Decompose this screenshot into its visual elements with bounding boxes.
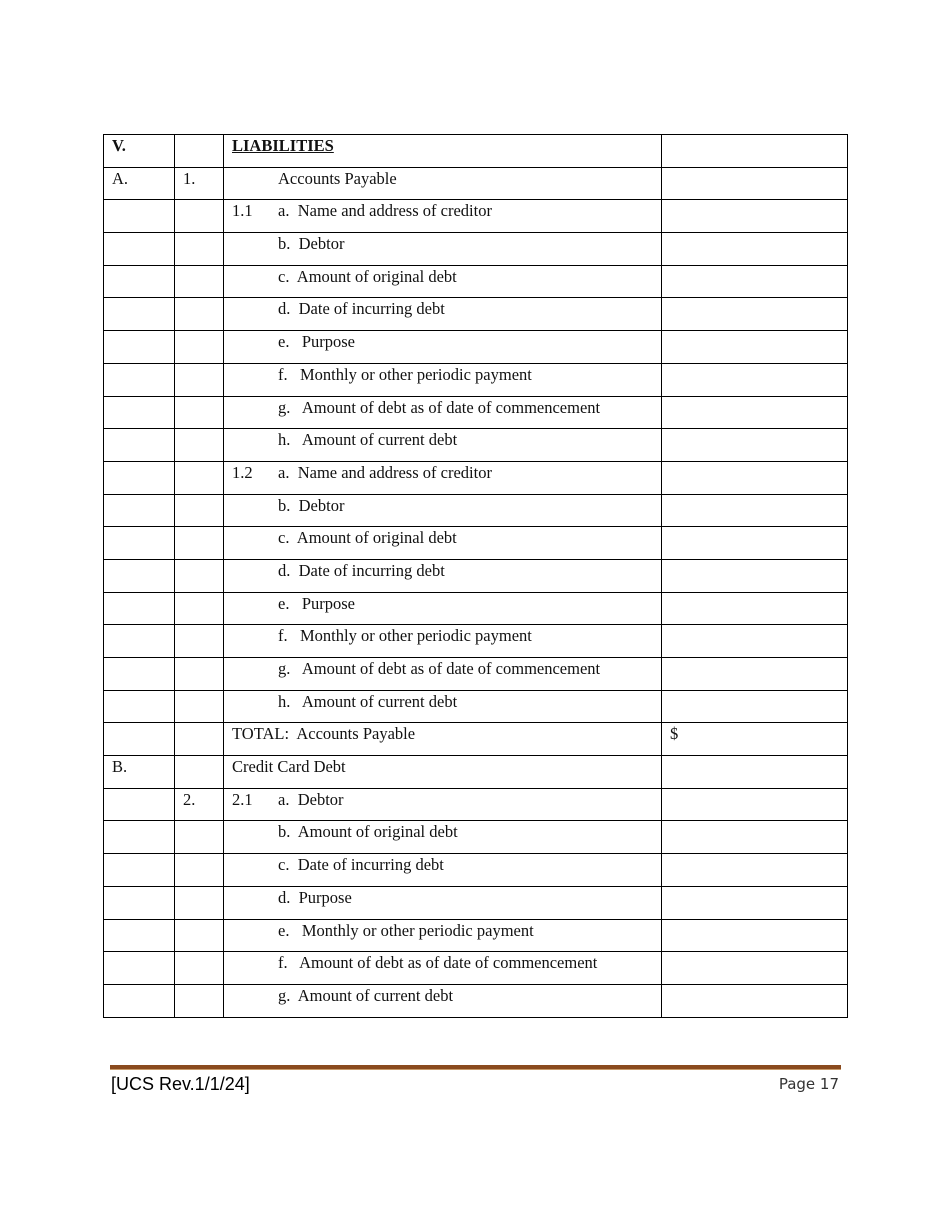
row-description-cell xyxy=(224,559,662,592)
row-description: a. Debtor xyxy=(278,789,344,809)
row-description: Credit Card Debt xyxy=(232,757,346,777)
row-item-number xyxy=(175,494,224,527)
row-description: a. Name and address of creditor xyxy=(278,462,492,482)
row-section-letter xyxy=(104,331,175,364)
table-row xyxy=(104,984,848,1017)
table-row xyxy=(104,494,848,527)
row-section-letter xyxy=(104,265,175,298)
row-description-cell xyxy=(224,821,662,854)
row-description: f. Monthly or other periodic payment xyxy=(278,364,532,384)
row-description: b. Amount of original debt xyxy=(278,822,458,842)
table-body xyxy=(104,135,848,1018)
row-section-letter xyxy=(104,200,175,233)
row-description-cell xyxy=(224,952,662,985)
row-item-number xyxy=(175,331,224,364)
row-value-cell[interactable] xyxy=(662,592,848,625)
row-value-cell[interactable] xyxy=(662,265,848,298)
table-row xyxy=(104,461,848,494)
table-row xyxy=(104,690,848,723)
row-sub-number: 1.2 xyxy=(232,462,253,482)
empty-cell xyxy=(175,135,224,168)
row-description-cell xyxy=(224,527,662,560)
row-section-letter xyxy=(104,658,175,691)
row-description-cell xyxy=(224,788,662,821)
row-section-letter xyxy=(104,952,175,985)
table-row xyxy=(104,952,848,985)
row-description: e. Purpose xyxy=(278,593,355,613)
row-description: g. Amount of current debt xyxy=(278,985,454,1005)
row-sub-number: 2.1 xyxy=(232,789,253,809)
section-title-cell xyxy=(224,135,662,168)
row-section-letter xyxy=(104,788,175,821)
table-row xyxy=(104,756,848,789)
row-description-cell xyxy=(224,756,662,789)
row-description: e. Monthly or other periodic payment xyxy=(278,920,534,940)
row-value-cell[interactable] xyxy=(662,527,848,560)
row-value-cell[interactable] xyxy=(662,233,848,266)
row-description-cell xyxy=(224,494,662,527)
row-item-number xyxy=(175,265,224,298)
row-value-cell[interactable] xyxy=(662,200,848,233)
row-item-number: 2. xyxy=(175,788,224,821)
table-row xyxy=(104,396,848,429)
section-number: V. xyxy=(104,135,175,168)
row-item-number xyxy=(175,756,224,789)
row-description: d. Date of incurring debt xyxy=(278,560,445,580)
row-section-letter xyxy=(104,886,175,919)
row-description-cell xyxy=(224,886,662,919)
row-sub-number: 1.1 xyxy=(232,201,253,221)
row-value-cell[interactable] xyxy=(662,821,848,854)
row-description-cell xyxy=(224,625,662,658)
row-item-number xyxy=(175,723,224,756)
liabilities-table xyxy=(103,134,848,1018)
value-cell[interactable] xyxy=(662,135,848,168)
row-value-cell[interactable] xyxy=(662,298,848,331)
row-description-cell xyxy=(224,592,662,625)
table-row xyxy=(104,592,848,625)
table-row xyxy=(104,886,848,919)
row-section-letter xyxy=(104,690,175,723)
row-description-cell xyxy=(224,690,662,723)
row-description-cell xyxy=(224,396,662,429)
row-value-cell[interactable] xyxy=(662,429,848,462)
row-item-number xyxy=(175,625,224,658)
row-item-number xyxy=(175,559,224,592)
row-value-cell[interactable] xyxy=(662,854,848,887)
table-row xyxy=(104,919,848,952)
table-row xyxy=(104,788,848,821)
row-item-number xyxy=(175,200,224,233)
row-value-cell[interactable] xyxy=(662,331,848,364)
row-description-cell xyxy=(224,723,662,756)
row-section-letter xyxy=(104,298,175,331)
row-item-number: 1. xyxy=(175,167,224,200)
table-row xyxy=(104,658,848,691)
row-value-cell[interactable]: $ xyxy=(662,723,848,756)
row-item-number xyxy=(175,919,224,952)
row-description-cell xyxy=(224,984,662,1017)
row-value-cell[interactable] xyxy=(662,658,848,691)
section-title: LIABILITIES xyxy=(232,136,334,155)
row-item-number xyxy=(175,592,224,625)
row-description: c. Amount of original debt xyxy=(278,528,457,548)
table-row xyxy=(104,167,848,200)
row-item-number xyxy=(175,952,224,985)
row-section-letter xyxy=(104,396,175,429)
footer-revision: [UCS Rev.1/1/24] xyxy=(111,1074,250,1094)
row-section-letter: B. xyxy=(104,756,175,789)
row-description: b. Debtor xyxy=(278,234,345,254)
row-description: h. Amount of current debt xyxy=(278,691,458,711)
footer-page-number: Page 17 xyxy=(778,1075,839,1093)
row-section-letter xyxy=(104,429,175,462)
row-value-cell[interactable] xyxy=(662,363,848,396)
table-row xyxy=(104,527,848,560)
table-row xyxy=(104,233,848,266)
row-description-cell xyxy=(224,363,662,396)
row-description-cell xyxy=(224,233,662,266)
row-description-cell xyxy=(224,658,662,691)
row-item-number xyxy=(175,821,224,854)
row-item-number xyxy=(175,690,224,723)
table-header-row xyxy=(104,135,848,168)
row-description-cell xyxy=(224,429,662,462)
row-item-number xyxy=(175,658,224,691)
table-row xyxy=(104,331,848,364)
row-value-cell[interactable] xyxy=(662,625,848,658)
table-row xyxy=(104,200,848,233)
row-item-number xyxy=(175,886,224,919)
row-section-letter xyxy=(104,854,175,887)
table-row xyxy=(104,821,848,854)
table-row xyxy=(104,429,848,462)
row-description: h. Amount of current debt xyxy=(278,430,458,450)
row-section-letter xyxy=(104,363,175,396)
row-item-number xyxy=(175,396,224,429)
row-description: g. Amount of debt as of date of commencement xyxy=(278,659,601,678)
row-item-number xyxy=(175,984,224,1017)
row-value-cell[interactable] xyxy=(662,788,848,821)
row-section-letter xyxy=(104,494,175,527)
row-section-letter xyxy=(104,984,175,1017)
row-description-cell xyxy=(224,461,662,494)
row-value-cell[interactable] xyxy=(662,461,848,494)
row-description: d. Date of incurring debt xyxy=(278,299,445,319)
row-description: c. Amount of original debt xyxy=(278,266,457,286)
row-section-letter xyxy=(104,625,175,658)
table-row xyxy=(104,854,848,887)
row-description: d. Purpose xyxy=(278,887,352,907)
row-section-letter: A. xyxy=(104,167,175,200)
row-item-number xyxy=(175,854,224,887)
row-value-cell[interactable] xyxy=(662,984,848,1017)
row-description: a. Name and address of creditor xyxy=(278,201,492,221)
row-value-cell[interactable] xyxy=(662,886,848,919)
row-value-cell[interactable] xyxy=(662,919,848,952)
table-row xyxy=(104,723,848,756)
row-value-cell[interactable] xyxy=(662,494,848,527)
row-item-number xyxy=(175,363,224,396)
row-description-cell xyxy=(224,331,662,364)
row-value-cell[interactable] xyxy=(662,690,848,723)
row-description: Accounts Payable xyxy=(278,168,397,188)
row-description: f. Monthly or other periodic payment xyxy=(278,626,532,646)
row-item-number xyxy=(175,233,224,266)
row-section-letter xyxy=(104,559,175,592)
row-item-number xyxy=(175,429,224,462)
row-value-cell[interactable] xyxy=(662,952,848,985)
row-section-letter xyxy=(104,821,175,854)
row-section-letter xyxy=(104,527,175,560)
row-description: TOTAL: Accounts Payable xyxy=(232,724,416,744)
row-section-letter xyxy=(104,233,175,266)
row-section-letter xyxy=(104,919,175,952)
row-value-cell[interactable] xyxy=(662,396,848,429)
row-description-cell xyxy=(224,854,662,887)
row-description-cell xyxy=(224,200,662,233)
row-section-letter xyxy=(104,592,175,625)
table-row xyxy=(104,265,848,298)
row-description-cell xyxy=(224,265,662,298)
row-item-number xyxy=(175,527,224,560)
row-description: f. Amount of debt as of date of commencement xyxy=(278,953,598,973)
row-value-cell[interactable] xyxy=(662,167,848,200)
row-description-cell xyxy=(224,919,662,952)
row-description: g. Amount of debt as of date of commencement xyxy=(278,397,601,417)
row-description-cell xyxy=(224,298,662,331)
row-description: e. Purpose xyxy=(278,332,355,352)
row-section-letter xyxy=(104,461,175,494)
row-description: b. Debtor xyxy=(278,495,345,515)
row-item-number xyxy=(175,461,224,494)
table-row xyxy=(104,363,848,396)
footer-rule xyxy=(110,1065,841,1070)
row-section-letter xyxy=(104,723,175,756)
row-description-cell xyxy=(224,167,662,200)
row-description: c. Date of incurring debt xyxy=(278,855,444,875)
row-value-cell[interactable] xyxy=(662,559,848,592)
row-value-cell[interactable] xyxy=(662,756,848,789)
row-item-number xyxy=(175,298,224,331)
table-row xyxy=(104,625,848,658)
table-row xyxy=(104,559,848,592)
table-row xyxy=(104,298,848,331)
